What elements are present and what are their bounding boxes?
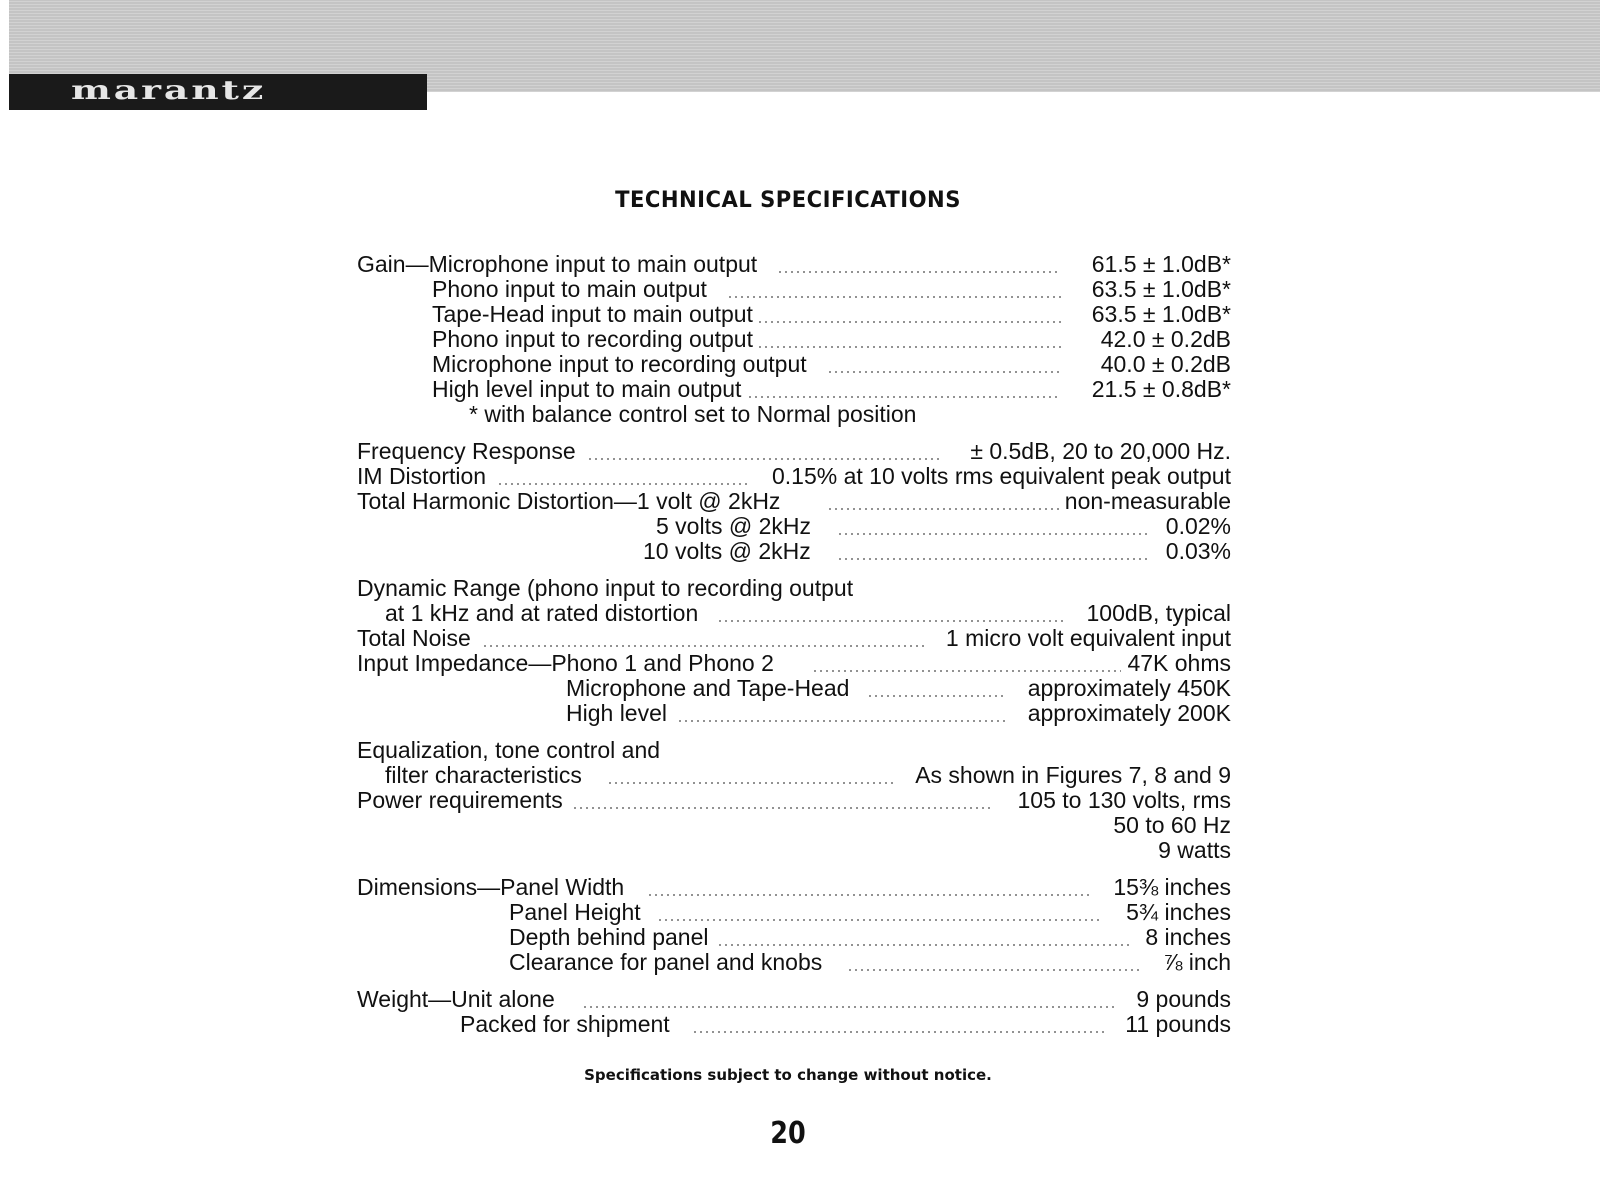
spec-label: Tape-Head input to main output [432,302,759,327]
spec-value: 8 inches [1139,925,1231,950]
spec-label: Microphone and Tape-Head [566,676,855,701]
spec-label: Phono input to main output [432,277,713,302]
leader-dots [677,720,1006,722]
brand-logo-bar [9,74,427,110]
spec-label: High level [566,701,673,726]
spec-value: 47K ohms [1121,651,1231,676]
spec-value: 11 pounds [1119,1012,1231,1037]
spec-label: Phono input to recording output [432,327,759,352]
spec-row [357,1012,1231,1037]
spec-value: 105 to 130 volts, rms [1012,788,1232,813]
leader-dots [657,919,1101,921]
leader-dots [812,670,1121,672]
spec-row [357,676,1231,701]
spec-value: 21.5 ± 0.8dB* [1086,377,1231,402]
spec-label: 10 volts @ 2kHz [643,539,817,564]
spec-value: 15⅜ inches [1107,875,1231,900]
leader-dots [757,321,1061,323]
leader-dots [572,807,991,809]
spec-value: approximately 450K [1022,676,1231,701]
leader-dots [867,695,1006,697]
spec-value: approximately 200K [1022,701,1231,726]
spec-row [357,987,1231,1012]
leader-dots [837,558,1151,560]
spec-value: 63.5 ± 1.0dB* [1086,277,1231,302]
spec-row [357,302,1231,327]
spec-row [357,875,1231,900]
leader-dots [497,483,751,485]
spec-row [357,352,1231,377]
spec-row [357,402,1231,427]
spec-value: 0.15% at 10 volts rms equivalent peak output [766,464,1231,489]
spec-value: 100dB, typical [1081,601,1231,626]
leader-dots [582,1006,1116,1008]
spec-value: 40.0 ± 0.2dB [1095,352,1231,377]
spec-value: ± 0.5dB, 20 to 20,000 Hz. [964,439,1231,464]
leader-dots [757,346,1061,348]
leader-dots [777,271,1061,273]
spec-label: Gain—Microphone input to main output [357,252,763,277]
spec-label: Depth behind panel [509,925,715,950]
leader-dots [827,508,1059,510]
spec-label: Packed for shipment [460,1012,676,1037]
footnote: * with balance control set to Normal position [469,402,922,427]
leader-dots [747,396,1061,398]
spec-row [357,701,1231,726]
leader-dots [717,944,1131,946]
spec-value: 50 to 60 Hz [1107,813,1231,838]
spec-row [357,539,1231,564]
spec-row [357,464,1231,489]
spec-row [357,439,1231,464]
leader-dots [727,296,1061,298]
leader-dots [827,371,1061,373]
page-title: TECHNICAL SPECIFICATIONS [615,188,961,213]
spec-label: Total Harmonic Distortion—1 volt @ 2kHz [357,489,786,514]
spec-value: 0.03% [1160,539,1231,564]
spec-row [357,489,1231,514]
spec-label: Equalization, tone control and [357,738,666,763]
page-number: 20 [770,1116,806,1151]
spec-row [357,813,1231,838]
spec-label: Clearance for panel and knobs [509,950,828,975]
spec-label: at 1 kHz and at rated distortion [385,601,704,626]
spec-row [357,763,1231,788]
spec-row [357,601,1231,626]
spec-label: 5 volts @ 2kHz [656,514,817,539]
leader-dots [847,969,1141,971]
spec-row [357,626,1231,651]
spec-label: Weight—Unit alone [357,987,561,1012]
spec-row [357,900,1231,925]
spec-table [357,252,1231,1037]
brand-logo: marantz [71,76,267,106]
disclaimer-note: Specifications subject to change without notice. [584,1066,992,1084]
spec-value: ⅞ inch [1157,950,1231,975]
spec-value: 0.02% [1160,514,1231,539]
spec-label: Dimensions—Panel Width [357,875,630,900]
spec-row [357,252,1231,277]
leader-dots [647,894,1091,896]
spec-row [357,576,1231,601]
spec-row [357,514,1231,539]
spec-row [357,377,1231,402]
spec-row [357,788,1231,813]
leader-dots [692,1031,1106,1033]
spec-label: Frequency Response [357,439,582,464]
spec-label: Input Impedance—Phono 1 and Phono 2 [357,651,780,676]
spec-row [357,277,1231,302]
spec-value: 42.0 ± 0.2dB [1095,327,1231,352]
spec-value: 61.5 ± 1.0dB* [1086,252,1231,277]
spec-value: 9 watts [1152,838,1231,863]
spec-label: Power requirements [357,788,569,813]
spec-row [357,925,1231,950]
spec-value: 9 pounds [1130,987,1231,1012]
spec-label: Total Noise [357,626,477,651]
spec-value: non-measurable [1059,489,1231,514]
spec-row [357,950,1231,975]
spec-row [357,738,1231,763]
spec-row [357,838,1231,863]
spec-row [357,651,1231,676]
leader-dots [587,458,941,460]
leader-dots [717,620,1066,622]
spec-label: Dynamic Range (phono input to recording output [357,576,859,601]
spec-row [357,327,1231,352]
spec-label: Panel Height [509,900,647,925]
spec-label: filter characteristics [385,763,588,788]
spec-value: 63.5 ± 1.0dB* [1086,302,1231,327]
spec-value: 1 micro volt equivalent input [940,626,1231,651]
spec-value: As shown in Figures 7, 8 and 9 [909,763,1231,788]
leader-dots [482,645,926,647]
spec-value: 5¾ inches [1120,900,1231,925]
spec-label: IM Distortion [357,464,492,489]
spec-label: High level input to main output [432,377,747,402]
spec-label: Microphone input to recording output [432,352,813,377]
leader-dots [837,533,1151,535]
leader-dots [607,782,896,784]
